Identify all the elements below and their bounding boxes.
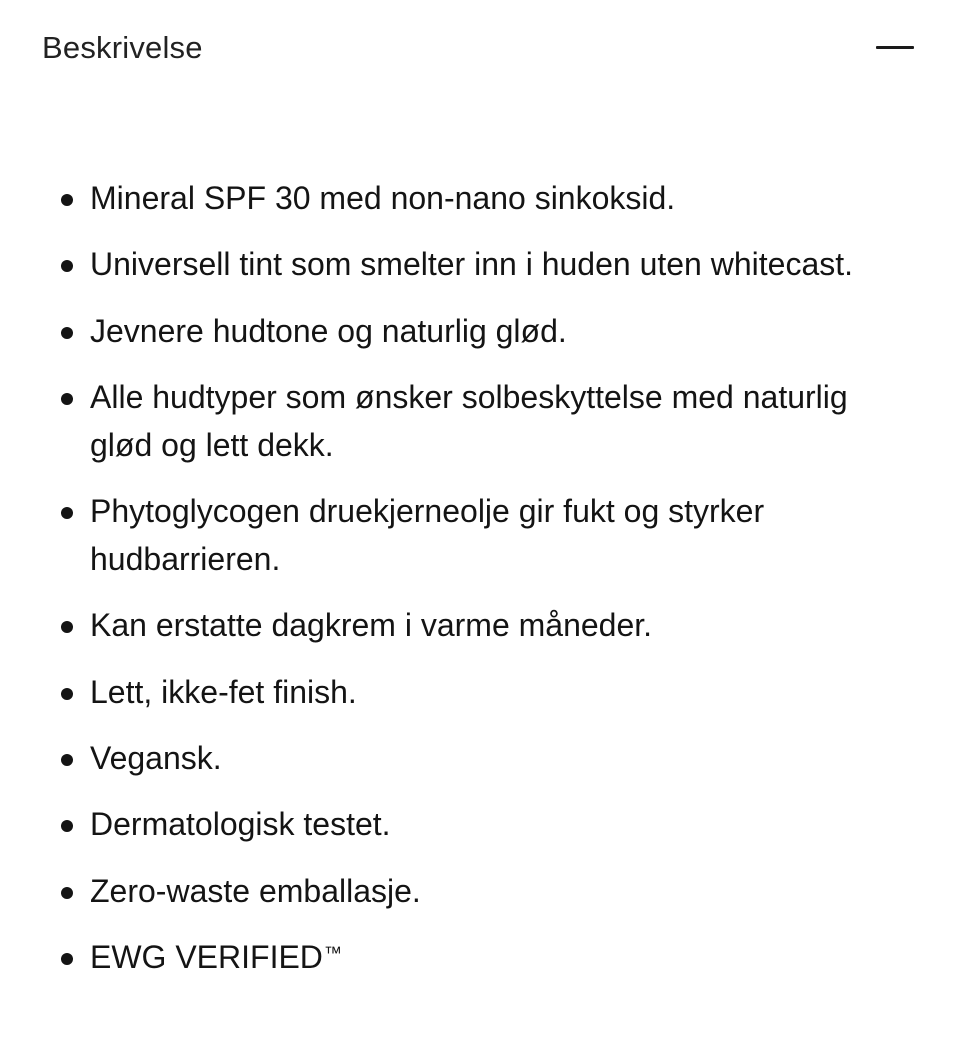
list-item [0,668,960,716]
bullet-icon [61,754,73,766]
description-list [0,174,960,999]
list-item [0,487,960,583]
bullet-icon [61,621,73,633]
list-item [0,601,960,649]
list-item-text: Universell tint som smelter inn i huden uten whitecast. [90,246,854,283]
bullet-icon [61,194,73,206]
list-item-text: Kan erstatte dagkrem i varme måneder. [90,607,653,644]
bullet-icon [61,507,73,519]
list-item-text: Vegansk. [90,740,222,777]
list-item-text: Jevnere hudtone og naturlig glød. [90,312,567,349]
bullet-icon [61,953,73,965]
list-item [0,307,960,355]
list-item-text: Dermatologisk testet. [90,806,391,843]
list-item [0,933,960,981]
bullet-icon [61,887,73,899]
bullet-icon [61,688,73,700]
list-item [0,734,960,782]
list-item [0,174,960,222]
list-item-text: Alle hudtyper som ønsker solbeskyttelse med naturlig glød og lett dekk. [90,378,848,463]
accordion-title: Beskrivelse [42,30,203,65]
list-item-text: Phytoglycogen druekjerneolje gir fukt og styrker hudbarrieren. [90,493,765,578]
trademark-symbol: ™ [323,942,342,963]
minus-icon[interactable] [876,46,914,49]
bullet-icon [61,820,73,832]
list-item-text: Zero-waste emballasje. [90,872,421,909]
list-item [0,240,960,288]
list-item-text: EWG VERIFIED [90,938,323,975]
list-item [0,373,960,469]
bullet-icon [61,393,73,405]
accordion-header-beskrivelse[interactable] [0,0,960,96]
list-item-text: Mineral SPF 30 med non-nano sinkoksid. [90,180,676,216]
list-item-text: Lett, ikke-fet finish. [90,673,357,710]
bullet-icon [61,260,73,272]
bullet-icon [61,327,73,339]
list-item [0,800,960,848]
list-item [0,867,960,915]
